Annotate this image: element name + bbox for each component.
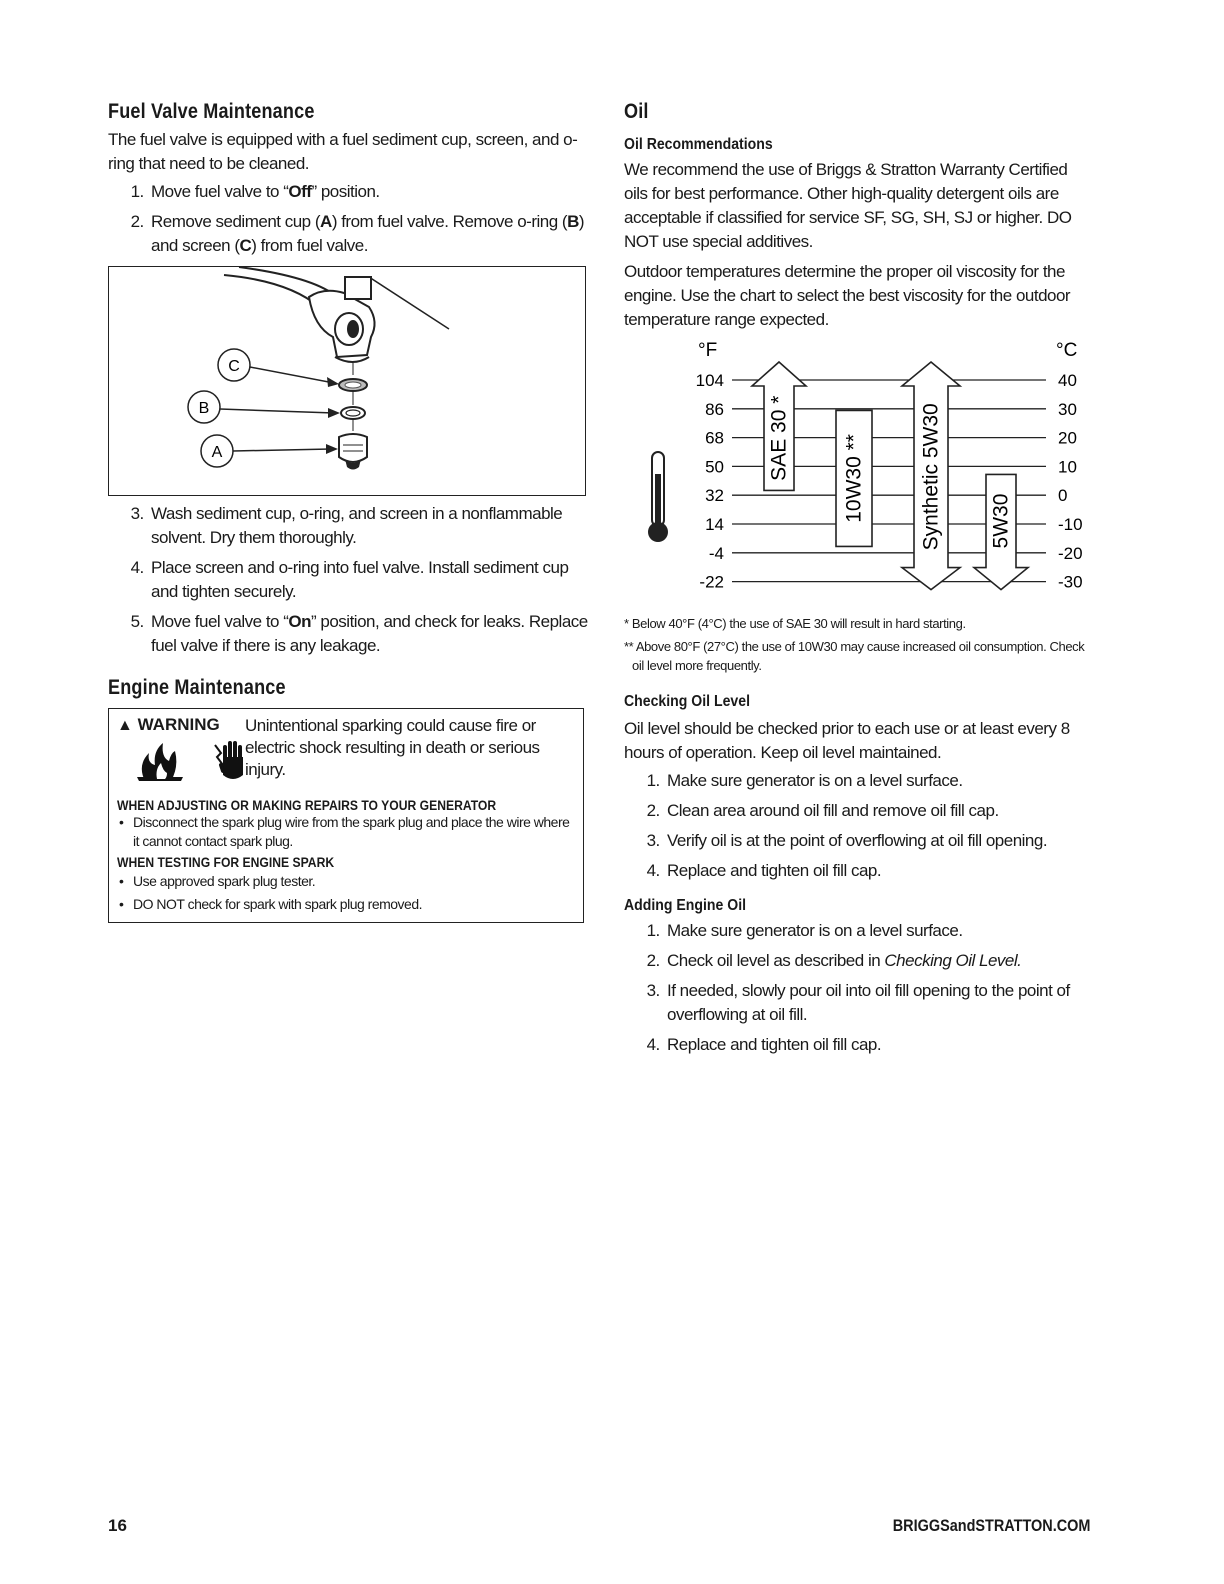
- viscosity-bar-label: Synthetic 5W30: [919, 403, 943, 551]
- fuel-valve-illustration: [109, 267, 585, 495]
- callout-a-arrow: [326, 444, 338, 454]
- footnote-2: ** Above 80°F (27°C) the use of 10W30 may cause increased oil consumption. Check oil level more frequently.: [624, 639, 1085, 673]
- viscosity-bar-label: SAE 30 *: [767, 395, 791, 481]
- adding-oil-steps: [624, 919, 1094, 1057]
- fahrenheit-tick-label: 32: [705, 486, 724, 506]
- warning-box: [108, 708, 584, 923]
- add-step-1: 1. Make sure generator is on a level surface.: [664, 919, 1094, 943]
- callout-b-label: B: [198, 400, 210, 417]
- fire-icon: [137, 743, 183, 781]
- fuel-valve-figure: [108, 266, 586, 496]
- screen-mesh: [345, 382, 361, 388]
- fuel-step-2: 2. Remove sediment cup (A) from fuel valve. Remove o-ring (B) and screen (C) from fuel valve.: [148, 210, 588, 258]
- celsius-tick-label: -30: [1058, 572, 1083, 592]
- celsius-tick-label: 0: [1058, 486, 1068, 506]
- fahrenheit-tick-label: 104: [695, 371, 724, 390]
- warning-text: Unintentional sparking could cause fire or electric shock resulting in death or serious injury.: [245, 716, 540, 779]
- fahrenheit-ticks: [696, 371, 724, 592]
- fahrenheit-tick-label: 68: [705, 428, 724, 448]
- viscosity-bar: [974, 474, 1028, 589]
- viscosity-bar-label: 10W30 **: [842, 434, 866, 523]
- page-number: 16: [108, 1516, 127, 1535]
- warning-heading: ▲ WARNING: [117, 715, 220, 734]
- oil-title: Oil: [624, 100, 649, 123]
- valve-nut: [345, 277, 371, 299]
- check-step-4: 4. Replace and tighten oil fill cap.: [664, 859, 1094, 883]
- warning-top: [117, 715, 575, 790]
- warning-bullet-3: • DO NOT check for spark with spark plug removed.: [117, 895, 575, 914]
- engine-maintenance-title: Engine Maintenance: [108, 676, 286, 699]
- checking-oil-title: Checking Oil Level: [624, 693, 750, 710]
- checking-oil-paragraph: Oil level should be checked prior to each use or at least every 8 hours of operation. Keep oil level maintained.: [624, 719, 1070, 762]
- callout-c-line: [250, 367, 334, 383]
- add-step-2: 2. Check oil level as described in Checking Oil Level.: [664, 949, 1094, 973]
- check-step-3: 3. Verify oil is at the point of overflowing at oil fill opening.: [664, 829, 1094, 853]
- warning-bullet-1: • Disconnect the spark plug wire from the spark plug and place the wire where it cannot contact spark plug.: [117, 813, 575, 851]
- fuel-valve-steps-a: [108, 180, 588, 258]
- fahrenheit-tick-label: 50: [705, 457, 724, 477]
- fahrenheit-tick-label: -22: [699, 572, 724, 592]
- celsius-unit-label: °C: [1056, 340, 1078, 361]
- celsius-tick-label: 30: [1058, 399, 1077, 419]
- fuel-step-3: 3. Wash sediment cup, o-ring, and screen in a nonflammable solvent. Dry them thoroughly.: [148, 502, 588, 550]
- warning-triangle-icon: ▲: [117, 717, 133, 734]
- check-step-2: 2. Clean area around oil fill and remove oil fill cap.: [664, 799, 1094, 823]
- fuel-step-1: 1. Move fuel valve to “Off” position.: [148, 180, 588, 204]
- fuel-valve-intro: The fuel valve is equipped with a fuel sediment cup, screen, and o-ring that need to be cleaned.: [108, 130, 578, 173]
- callout-a-line: [233, 449, 331, 451]
- callout-b-line: [220, 409, 334, 413]
- fahrenheit-tick-label: 14: [705, 515, 724, 534]
- o-ring-inner: [346, 410, 360, 416]
- o-ring-part: [341, 407, 365, 419]
- callout-a-label: A: [211, 444, 223, 461]
- add-step-4: 4. Replace and tighten oil fill cap.: [664, 1033, 1094, 1057]
- celsius-tick-label: 10: [1058, 457, 1077, 477]
- viscosity-bar: [902, 362, 960, 590]
- oil-rec-paragraph-2: Outdoor temperatures determine the proper oil viscosity for the engine. Use the chart to select the best viscosity for the outdoor temperature range expected.: [624, 262, 1071, 329]
- fahrenheit-tick-label: 86: [705, 399, 724, 419]
- viscosity-bar-label: 5W30: [989, 493, 1013, 549]
- celsius-tick-label: -10: [1058, 515, 1083, 534]
- fuel-step-5: 5. Move fuel valve to “On” position, and check for leaks. Replace fuel valve if there is any leakage.: [148, 610, 588, 658]
- viscosity-bar: [752, 362, 806, 490]
- footnote-1: * Below 40°F (4°C) the use of SAE 30 will result in hard starting.: [624, 616, 966, 631]
- thermometer-icon: [648, 452, 668, 542]
- warning-bullet-2: • Use approved spark plug tester.: [117, 872, 575, 891]
- right-column: [624, 100, 1094, 1063]
- callout-c-label: C: [228, 358, 240, 375]
- warning-subhead-1: WHEN ADJUSTING OR MAKING REPAIRS TO YOUR GENERATOR: [117, 798, 497, 813]
- celsius-tick-label: -20: [1058, 543, 1083, 563]
- fahrenheit-tick-label: -4: [708, 543, 724, 563]
- callout-b-arrow: [328, 408, 340, 418]
- viscosity-bars: [752, 362, 1028, 590]
- oil-recommendations-title: Oil Recommendations: [624, 136, 773, 153]
- website-footer: BRIGGSandSTRATTON.COM: [892, 1516, 1091, 1535]
- celsius-tick-label: 40: [1058, 371, 1077, 390]
- warning-subhead-2: WHEN TESTING FOR ENGINE SPARK: [117, 855, 335, 870]
- electric-shock-icon: [215, 743, 243, 779]
- viscosity-bar: [836, 410, 872, 546]
- checking-oil-steps: [624, 769, 1094, 883]
- fahrenheit-unit-label: °F: [698, 340, 718, 361]
- pointer-line: [369, 277, 449, 329]
- oil-viscosity-chart: [624, 334, 1094, 606]
- celsius-ticks: [1058, 371, 1083, 592]
- oil-rec-paragraph-1: We recommend the use of Briggs & Stratton Warranty Certified oils for best performance. Other high-quality detergent oils are acceptable if classified for service SF, SG, SH, SJ or higher. DO NOT use special additives.: [624, 160, 1072, 251]
- callout-c-arrow: [327, 377, 339, 387]
- left-column: [108, 100, 588, 923]
- fuel-valve-title: Fuel Valve Maintenance: [108, 100, 315, 123]
- adding-oil-title: Adding Engine Oil: [624, 897, 747, 914]
- check-step-1: 1. Make sure generator is on a level surface.: [664, 769, 1094, 793]
- fuel-step-4: 4. Place screen and o-ring into fuel valve. Install sediment cup and tighten securely.: [148, 556, 588, 604]
- sediment-cup: [339, 434, 367, 462]
- add-step-3: 3. If needed, slowly pour oil into oil fill opening to the point of overflowing at oil fill.: [664, 979, 1094, 1027]
- celsius-tick-label: 20: [1058, 428, 1077, 448]
- fuel-valve-steps-b: [108, 502, 588, 658]
- valve-lever-center: [347, 320, 359, 338]
